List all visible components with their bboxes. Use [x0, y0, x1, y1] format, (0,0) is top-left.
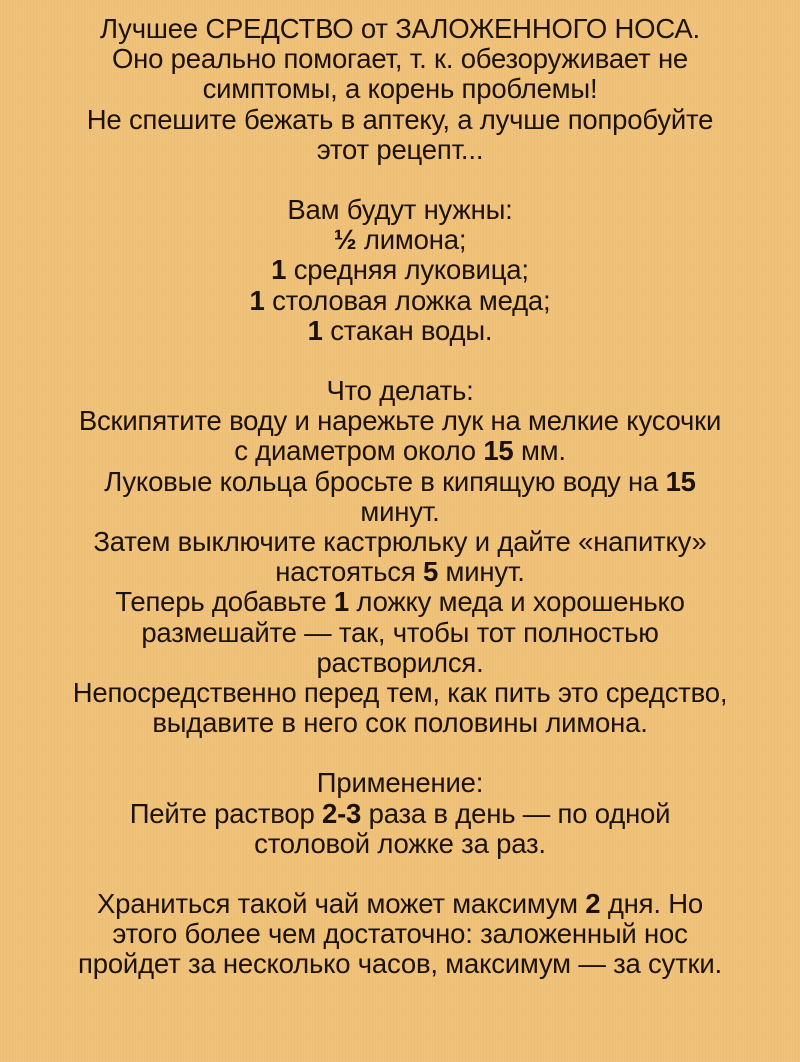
usage-block [0, 768, 800, 859]
ingredient-qty: 1 [249, 284, 265, 316]
storage-line [0, 889, 800, 919]
step-text: Луковые кольца бросьте в кипящую воду на [104, 465, 666, 497]
step-number: 15 [483, 435, 514, 467]
step-line: Затем выключите кастрюльку и дайте «напитку» [93, 526, 707, 558]
step-line [0, 557, 800, 587]
usage-text: Пейте раствор [129, 797, 322, 829]
spacer [0, 859, 800, 889]
ingredient-text: стакан воды. [322, 314, 493, 346]
ingredient-text: столовая ложка меда; [264, 284, 551, 316]
ingredient-qty: 1 [307, 314, 323, 346]
storage-number: 2 [585, 888, 601, 920]
intro-block [0, 14, 800, 165]
usage-number: 2-3 [322, 797, 362, 829]
step-line: Вскипятите воду и нарежьте лук на мелкие кусочки [78, 405, 722, 437]
spacer [0, 346, 800, 376]
step-text: Теперь добавьте [115, 586, 334, 618]
step-line: Непосредственно перед тем, как пить это средство, [72, 677, 728, 709]
ingredient-item [0, 225, 800, 255]
usage-line: столовой ложке за раз. [254, 827, 546, 859]
storage-block [0, 889, 800, 980]
step-line: выдавите в него сок половины лимона. [152, 707, 648, 739]
step-number: 5 [422, 556, 439, 588]
step-line [0, 587, 800, 617]
step-text: ложку меда и хорошенько [348, 586, 685, 618]
ingredient-item [0, 286, 800, 316]
storage-line: пройдет за несколько часов, максимум — за сутки. [78, 948, 722, 980]
usage-line [0, 799, 800, 829]
ingredients-heading: Вам будут нужны: [287, 194, 513, 226]
storage-text: дня. Но [600, 888, 703, 920]
step-text: минут. [438, 556, 525, 588]
ingredient-item [0, 316, 800, 346]
usage-text: раза в день — по одной [361, 797, 671, 829]
intro-line: этот рецепт... [316, 133, 484, 165]
steps-heading: Что делать: [326, 375, 474, 407]
step-text: настояться [275, 556, 423, 588]
ingredient-text: лимона; [356, 224, 467, 256]
ingredient-qty: 1 [271, 254, 287, 286]
step-number: 15 [665, 465, 696, 497]
steps-block [0, 376, 800, 738]
ingredient-qty: ½ [333, 224, 357, 256]
ingredient-item [0, 255, 800, 285]
intro-line: Не спешите бежать в аптеку, а лучше попробуйте [86, 103, 714, 135]
ingredient-text: средняя луковица; [286, 254, 529, 286]
spacer [0, 738, 800, 768]
step-number: 1 [333, 586, 349, 618]
step-line [0, 467, 800, 497]
step-text: мм. [513, 435, 566, 467]
ingredients-block [0, 195, 800, 346]
step-line [0, 436, 800, 466]
step-text: с диаметром около [234, 435, 484, 467]
step-line: растворился. [316, 646, 484, 678]
step-line: размешайте — так, чтобы тот полностью [141, 616, 659, 648]
storage-line: этого более чем достаточно: заложенный нос [112, 918, 688, 950]
title-line: Лучшее СРЕДСТВО от ЗАЛОЖЕННОГО НОСА. [100, 13, 700, 44]
intro-line: Оно реально помогает, т. к. обезоруживает не [111, 43, 689, 75]
storage-text: Храниться такой чай может максимум [96, 888, 586, 920]
intro-line: симптомы, а корень проблемы! [202, 73, 598, 105]
usage-heading: Применение: [316, 767, 484, 799]
spacer [0, 165, 800, 195]
step-line: минут. [360, 495, 440, 527]
